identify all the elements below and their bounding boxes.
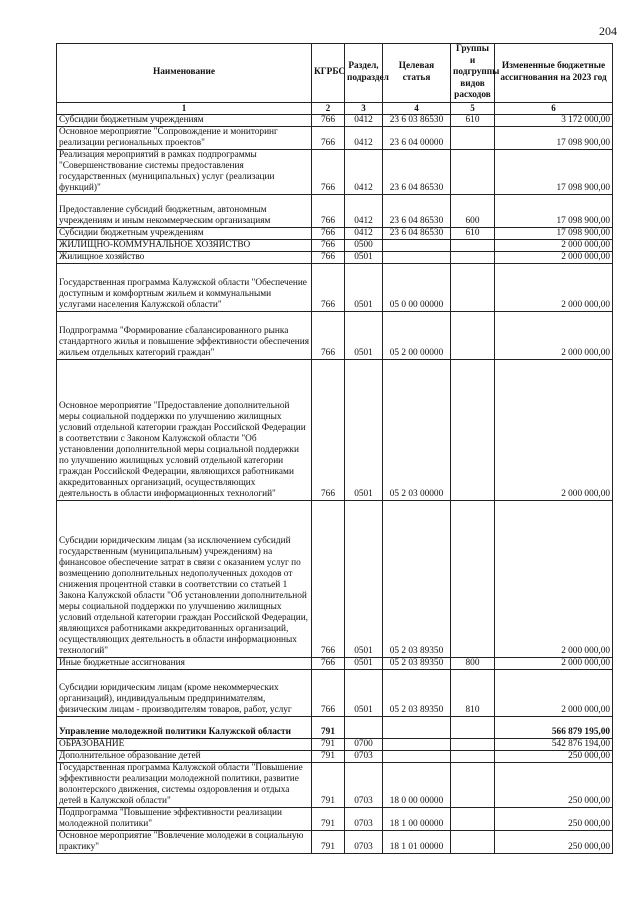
table-row [57,311,613,359]
row-kgrbs: 766 [312,126,345,149]
row-kgrbs: 766 [312,114,345,126]
row-expense-type [451,239,495,251]
row-target: 18 1 01 00000 [383,830,451,853]
budget-table [56,43,613,854]
row-section: 0412 [345,114,383,126]
row-amount: 542 876 194,00 [495,738,613,750]
row-target: 05 2 03 89350 [383,657,451,669]
row-amount: 566 879 195,00 [495,716,613,738]
row-amount: 17 098 900,00 [495,149,613,194]
row-name: Реализация мероприятий в рамках подпрограммы "Совершенствование системы предоставления государственных (муниципальных) услуг (реализации функций)" [57,149,312,194]
row-section: 0703 [345,762,383,807]
row-section: 0703 [345,807,383,830]
row-kgrbs: 791 [312,738,345,750]
table-row [57,830,613,853]
row-amount: 17 098 900,00 [495,126,613,149]
header-kgrbs: КГРБС [312,44,345,103]
row-target: 05 2 03 89350 [383,669,451,716]
row-section: 0412 [345,194,383,227]
table-row [57,227,613,239]
row-amount: 2 000 000,00 [495,263,613,311]
table-header-row [57,44,613,103]
row-expense-type: 810 [451,669,495,716]
row-expense-type [451,311,495,359]
table-row [57,114,613,126]
row-target: 23 6 04 00000 [383,126,451,149]
row-section: 0501 [345,359,383,500]
row-expense-type [451,830,495,853]
row-target: 05 2 00 00000 [383,311,451,359]
header-target: Целевая статья [383,44,451,103]
row-target: 05 2 03 00000 [383,359,451,500]
table-row [57,807,613,830]
header-amount: Измененные бюджетные ассигнования на 2023 год [495,44,613,103]
row-expense-type [451,716,495,738]
row-target [383,251,451,263]
row-section: 0412 [345,227,383,239]
row-section: 0501 [345,500,383,657]
row-name: Основное мероприятие "Предоставление дополнительной меры социальной поддержки по улучшению жилищных условий отдельной категории граждан Российской Федерации в соответствии с Законом Калужской области "Об установлении дополнительной меры социальной поддержки по улучшению жилищных условий отдельной категории граждан Российской Федерации, являющихся работниками аккредитованных организаций, осуществляющих деятельность в области информационных технологий" [57,359,312,500]
row-name: Управление молодежной политики Калужской области [57,716,312,738]
row-expense-type [451,738,495,750]
row-target [383,239,451,251]
row-kgrbs: 766 [312,657,345,669]
column-number: 3 [345,102,383,114]
row-section: 0501 [345,311,383,359]
row-expense-type: 600 [451,194,495,227]
row-target [383,738,451,750]
header-groups: Группы и подгруппы видов расходов [451,44,495,103]
row-kgrbs: 766 [312,359,345,500]
table-row [57,716,613,738]
table-row [57,194,613,227]
row-kgrbs: 766 [312,227,345,239]
column-number: 5 [451,102,495,114]
row-kgrbs: 791 [312,716,345,738]
row-name: Иные бюджетные ассигнования [57,657,312,669]
row-amount: 2 000 000,00 [495,359,613,500]
row-amount: 2 000 000,00 [495,657,613,669]
row-target: 18 0 00 00000 [383,762,451,807]
row-amount: 250 000,00 [495,807,613,830]
table-row [57,251,613,263]
row-name: Жилищное хозяйство [57,251,312,263]
row-name: Субсидии бюджетным учреждениям [57,227,312,239]
column-number: 4 [383,102,451,114]
row-kgrbs: 791 [312,830,345,853]
row-name: Государственная программа Калужской области "Обеспечение доступным и комфортным жильем и коммунальными услугами населения Калужской области" [57,263,312,311]
row-expense-type [451,251,495,263]
row-kgrbs: 766 [312,251,345,263]
row-amount: 250 000,00 [495,830,613,853]
row-section [345,716,383,738]
row-expense-type [451,750,495,762]
column-numbers-row [57,102,613,114]
table-row [57,149,613,194]
table-row [57,657,613,669]
row-amount: 250 000,00 [495,750,613,762]
row-target: 18 1 00 00000 [383,807,451,830]
table-row [57,359,613,500]
row-amount: 2 000 000,00 [495,311,613,359]
row-kgrbs: 766 [312,500,345,657]
column-number: 6 [495,102,613,114]
row-target [383,750,451,762]
row-kgrbs: 766 [312,669,345,716]
row-kgrbs: 791 [312,750,345,762]
row-target: 05 2 03 89350 [383,500,451,657]
row-name: Основное мероприятие "Сопровождение и мониторинг реализации региональных проектов" [57,126,312,149]
row-target: 23 6 04 86530 [383,194,451,227]
row-kgrbs: 766 [312,239,345,251]
row-expense-type: 800 [451,657,495,669]
row-amount: 2 000 000,00 [495,500,613,657]
row-name: Субсидии юридическим лицам (за исключением субсидий государственным (муниципальным) учреждениям) на финансовое обеспечение затрат в связи с оказанием услуг по возмещению дополнительных недополученных доходов от снижения процентной ставки в соответствии со статьей 1 Закона Калужской области "Об установлении дополнительной меры социальной поддержки по улучшению жилищных условий отдельной категории граждан Российской Федерации, являющихся работниками аккредитованных организаций, осуществляющих деятельность в области информационных технологий" [57,500,312,657]
column-number: 2 [312,102,345,114]
row-kgrbs: 766 [312,311,345,359]
row-name: Подпрограмма "Формирование сбалансированного рынка стандартного жилья и повышение эффективности обеспечения жильем отдельных категорий граждан" [57,311,312,359]
row-expense-type: 610 [451,114,495,126]
table-row [57,750,613,762]
row-target: 05 0 00 00000 [383,263,451,311]
row-expense-type [451,359,495,500]
row-name: Основное мероприятие "Вовлечение молодежи в социальную практику" [57,830,312,853]
row-amount: 2 000 000,00 [495,239,613,251]
row-target: 23 6 03 86530 [383,114,451,126]
row-expense-type [451,149,495,194]
row-section: 0700 [345,738,383,750]
page-number: 204 [599,24,617,38]
row-expense-type [451,263,495,311]
header-section: Раздел, подраздел [345,44,383,103]
table-row [57,762,613,807]
row-section: 0703 [345,750,383,762]
table-row [57,263,613,311]
row-kgrbs: 791 [312,807,345,830]
row-amount: 2 000 000,00 [495,251,613,263]
row-expense-type [451,500,495,657]
column-number: 1 [57,102,312,114]
table-row [57,126,613,149]
row-name: Субсидии бюджетным учреждениям [57,114,312,126]
row-section: 0501 [345,251,383,263]
row-kgrbs: 766 [312,149,345,194]
row-section: 0501 [345,669,383,716]
row-name: Субсидии юридическим лицам (кроме некоммерческих организаций), индивидуальным предпринимателям, физическим лицам - производителям товаров, работ, услуг [57,669,312,716]
row-kgrbs: 766 [312,263,345,311]
row-kgrbs: 766 [312,194,345,227]
row-expense-type [451,126,495,149]
row-amount: 250 000,00 [495,762,613,807]
row-expense-type [451,762,495,807]
row-name: Дополнительное образование детей [57,750,312,762]
row-name: Государственная программа Калужской области "Повышение эффективности реализации молодежной политики, развитие волонтерского движения, системы оздоровления и отдыха детей в Калужской области" [57,762,312,807]
row-target: 23 6 04 86530 [383,227,451,239]
row-name: Предоставление субсидий бюджетным, автономным учреждениям и иным некоммерческим организациям [57,194,312,227]
row-amount: 3 172 000,00 [495,114,613,126]
row-kgrbs: 791 [312,762,345,807]
row-section: 0501 [345,263,383,311]
header-name: Наименование [57,44,312,103]
row-name: ЖИЛИЩНО-КОММУНАЛЬНОЕ ХОЗЯЙСТВО [57,239,312,251]
table-row [57,669,613,716]
row-section: 0412 [345,126,383,149]
row-amount: 2 000 000,00 [495,669,613,716]
row-section: 0412 [345,149,383,194]
row-name: Подпрограмма "Повышение эффективности реализации молодежной политики" [57,807,312,830]
row-amount: 17 098 900,00 [495,227,613,239]
row-section: 0501 [345,657,383,669]
row-expense-type [451,807,495,830]
row-amount: 17 098 900,00 [495,194,613,227]
table-row [57,500,613,657]
row-section: 0703 [345,830,383,853]
row-section: 0500 [345,239,383,251]
table-row [57,738,613,750]
table-row [57,239,613,251]
row-name: ОБРАЗОВАНИЕ [57,738,312,750]
row-target: 23 6 04 86530 [383,149,451,194]
row-expense-type: 610 [451,227,495,239]
row-target [383,716,451,738]
